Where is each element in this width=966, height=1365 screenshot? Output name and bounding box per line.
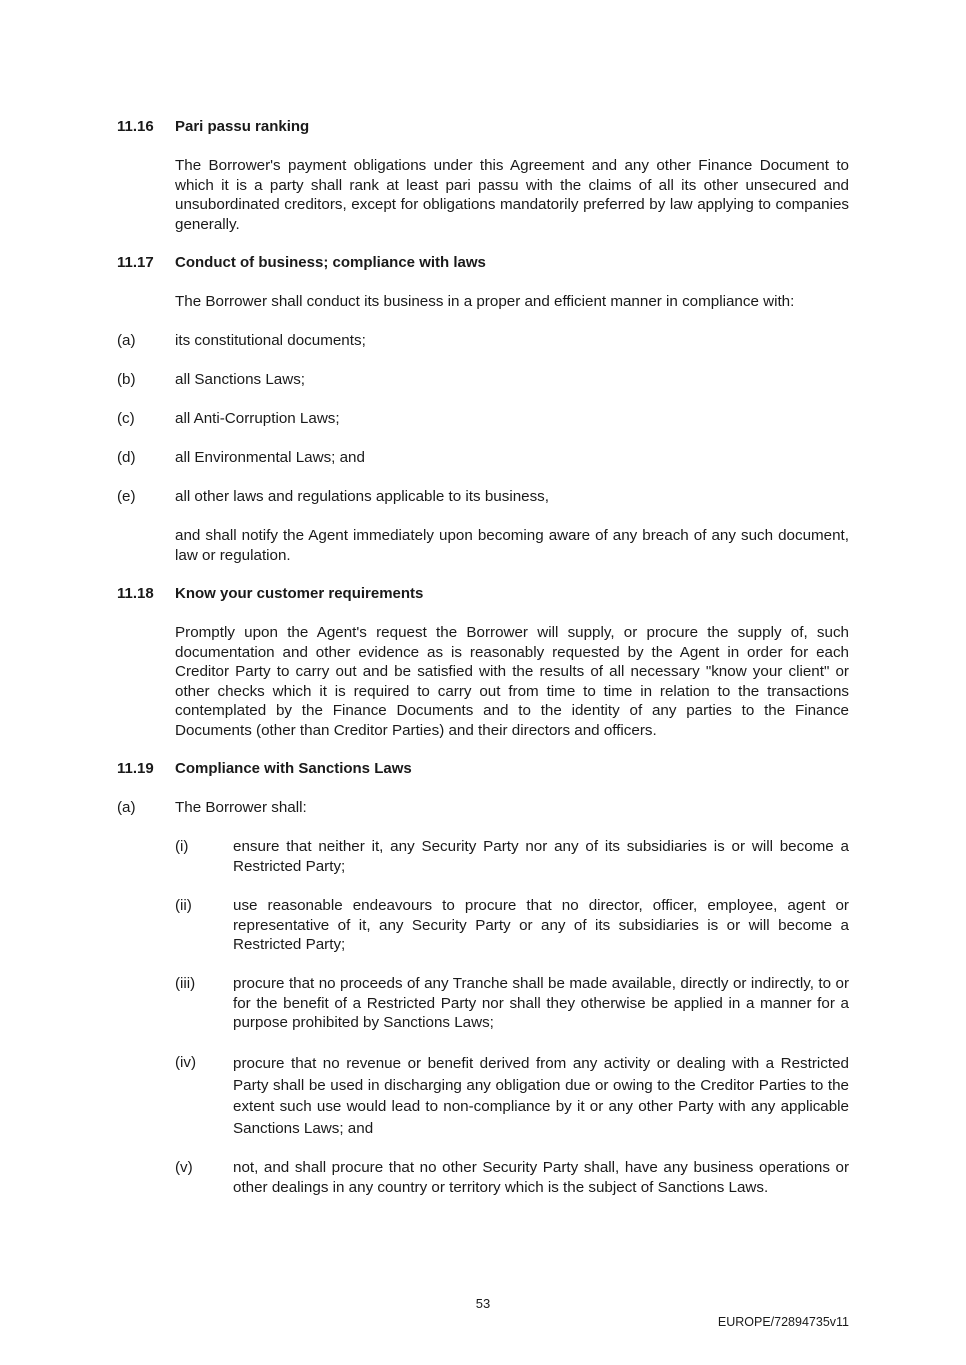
section-number-11-18: 11.18 (117, 585, 154, 602)
section-number-11-17: 11.17 (117, 254, 154, 271)
paragraph-kyc: Promptly upon the Agent's request the Borrower will supply, or procure the supply of, such documentation and other evidence as is reasonably requested by the Agent in order for each Creditor Party to carry out and be satisfied with the results of all necessary "know your client" or other checks which it is required to carry out from time to time in relation to the transactions contemplated by the Finance Documents and to the identity of any parties to the Finance Documents (other than Creditor Parties) and their directors and officers. (175, 624, 849, 739)
list-label-i: (i) (175, 838, 189, 855)
list-label-v: (v) (175, 1159, 193, 1176)
list-label-e: (e) (117, 488, 136, 505)
paragraph-borrower-shall: The Borrower shall: (175, 799, 307, 816)
list-label-ii: (ii) (175, 897, 192, 914)
section-title-conduct-of-business: Conduct of business; compliance with laws (175, 254, 486, 271)
page-number: 53 (475, 1296, 491, 1311)
list-label-d: (d) (117, 449, 136, 466)
list-label-iii: (iii) (175, 975, 196, 992)
list-item-business-operations: not, and shall procure that no other Security Party shall, have any business operations or other dealings in any country or territory which is the subject of Sanctions Laws. (233, 1159, 849, 1196)
section-title-pari-passu: Pari passu ranking (175, 118, 310, 135)
paragraph-pari-passu: The Borrower's payment obligations under this Agreement and any other Finance Document to which it is a party shall rank at least pari passu with the claims of all its other unsecured and unsubordinated creditors, except for obligations mandatorily preferred by law applying to companies generally. (175, 157, 849, 233)
list-item-anti-corruption: all Anti-Corruption Laws; (175, 410, 340, 427)
list-item-environmental: all Environmental Laws; and (175, 449, 365, 466)
list-label-a: (a) (117, 332, 136, 349)
list-item-reasonable-endeavours: use reasonable endeavours to procure that no director, officer, employee, agent or representative of it, any Security Party or any of its subsidiaries is or will become a Restricted Party; (233, 897, 849, 953)
list-label-a-sanctions: (a) (117, 799, 136, 816)
section-number-11-16: 11.16 (117, 118, 154, 135)
list-item-constitutional: its constitutional documents; (175, 332, 366, 349)
list-item-revenue: procure that no revenue or benefit derived from any activity or dealing with a Restricted Party shall be used in discharging any obligation due or owing to the Creditor Parties to the extent such use would lead to non-compliance by it or any other Party with any applicable Sanctions Laws; and (233, 1055, 849, 1137)
list-label-c: (c) (117, 410, 135, 427)
list-item-other-laws: all other laws and regulations applicable to its business, (175, 488, 549, 505)
section-title-kyc: Know your customer requirements (175, 585, 424, 602)
section-number-11-19: 11.19 (117, 760, 154, 777)
paragraph-conduct-closing: and shall notify the Agent immediately upon becoming aware of any breach of any such document, law or regulation. (175, 527, 849, 564)
section-title-sanctions: Compliance with Sanctions Laws (175, 760, 412, 777)
list-label-b: (b) (117, 371, 136, 388)
document-reference: EUROPE/72894735v11 (717, 1315, 849, 1329)
list-label-iv: (iv) (175, 1054, 197, 1071)
list-item-proceeds: procure that no proceeds of any Tranche shall be made available, directly or indirectly, to or for the benefit of a Restricted Party nor shall they otherwise be applied in a manner for a purpose prohibited by Sanctions Laws; (233, 975, 849, 1031)
paragraph-conduct-intro: The Borrower shall conduct its business in a proper and efficient manner in compliance with: (175, 293, 795, 310)
list-item-restricted-party: ensure that neither it, any Security Party nor any of its subsidiaries is or will become a Restricted Party; (233, 838, 849, 875)
list-item-sanctions-laws: all Sanctions Laws; (175, 371, 306, 388)
